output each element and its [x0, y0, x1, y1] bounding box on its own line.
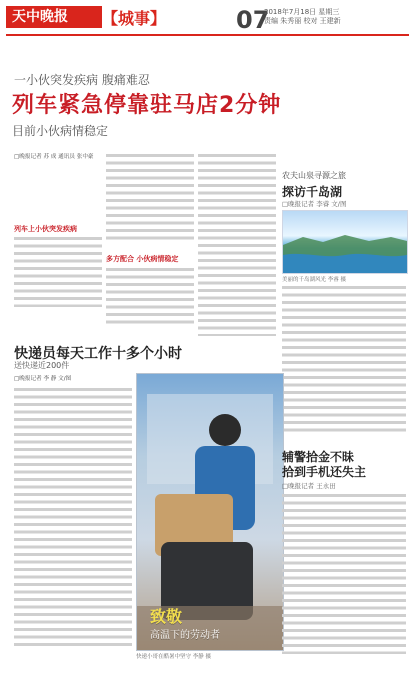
lake-photo-caption: 美丽的千岛湖风光 李睿 摄 — [282, 277, 346, 283]
lead-headline: 列车紧急停靠驻马店2分钟 — [12, 93, 282, 118]
courier-text-block — [14, 388, 132, 648]
lost-phone-subhead: 拾到手机还失主 — [282, 465, 367, 479]
newspaper-brand: 天中晚报 — [6, 6, 102, 28]
sidebar-text-column — [282, 286, 406, 436]
lead-text-block-4 — [198, 154, 276, 336]
lead-text-block-2 — [106, 154, 194, 244]
courier-byline: □晚报记者 李 静 文/图 — [14, 376, 72, 382]
courier-subhead: 送快递近200件 — [14, 361, 70, 370]
masthead-rule — [6, 34, 409, 36]
courier-headline: 快递员每天工作十多个小时 — [14, 346, 182, 362]
sidebar-label: 农夫山泉寻源之旅 — [282, 171, 346, 180]
issue-info — [264, 8, 341, 26]
lost-phone-text-block — [282, 494, 406, 654]
lead-column-3 — [198, 154, 276, 336]
issue-editors: 责编 朱秀丽 校对 王建新 — [264, 17, 341, 25]
lead-subhead-2: 多方配合 小伙病情稳定 — [106, 255, 179, 263]
feature-badge-sub: 高温下的劳动者 — [150, 630, 220, 641]
page-number: 07 — [236, 6, 270, 34]
lead-column-1 — [14, 154, 102, 336]
lake-photo — [282, 210, 408, 274]
courier-head — [209, 414, 241, 446]
lost-phone-headline: 辅警拾金不昧 — [282, 450, 355, 464]
sidebar-text-block — [282, 286, 406, 436]
lead-byline: □晚报记者 苏 成 通讯员 张中豪 — [14, 154, 94, 160]
issue-date: 2018年7月18日 星期三 — [264, 8, 340, 16]
courier-photo-caption: 快递小哥在酷暑中坚守 李静 摄 — [136, 654, 211, 660]
lake-photo-scene — [283, 211, 407, 273]
sidebar-headline: 探访千岛湖 — [282, 185, 343, 199]
sidebar-byline: □晚报记者 李睿 文/图 — [282, 200, 347, 208]
lost-phone-byline: □晚报记者 王永田 — [282, 482, 336, 490]
section-title: 【城事】 — [102, 9, 167, 28]
lead-text-block-3 — [106, 268, 194, 324]
lead-kicker: 一小伙突发疾病 腹痛难忍 — [14, 73, 150, 87]
lead-column-2 — [106, 154, 194, 336]
lead-text-block-1 — [14, 237, 102, 307]
water-shape — [283, 254, 407, 273]
feature-badge-main: 致敬 — [150, 607, 183, 626]
courier-text-column — [14, 376, 132, 652]
lost-phone-text-column — [282, 494, 406, 654]
lead-subhead-1: 列车上小伙突发疾病 — [14, 224, 77, 233]
lead-subhead: 目前小伙病情稳定 — [12, 124, 109, 138]
